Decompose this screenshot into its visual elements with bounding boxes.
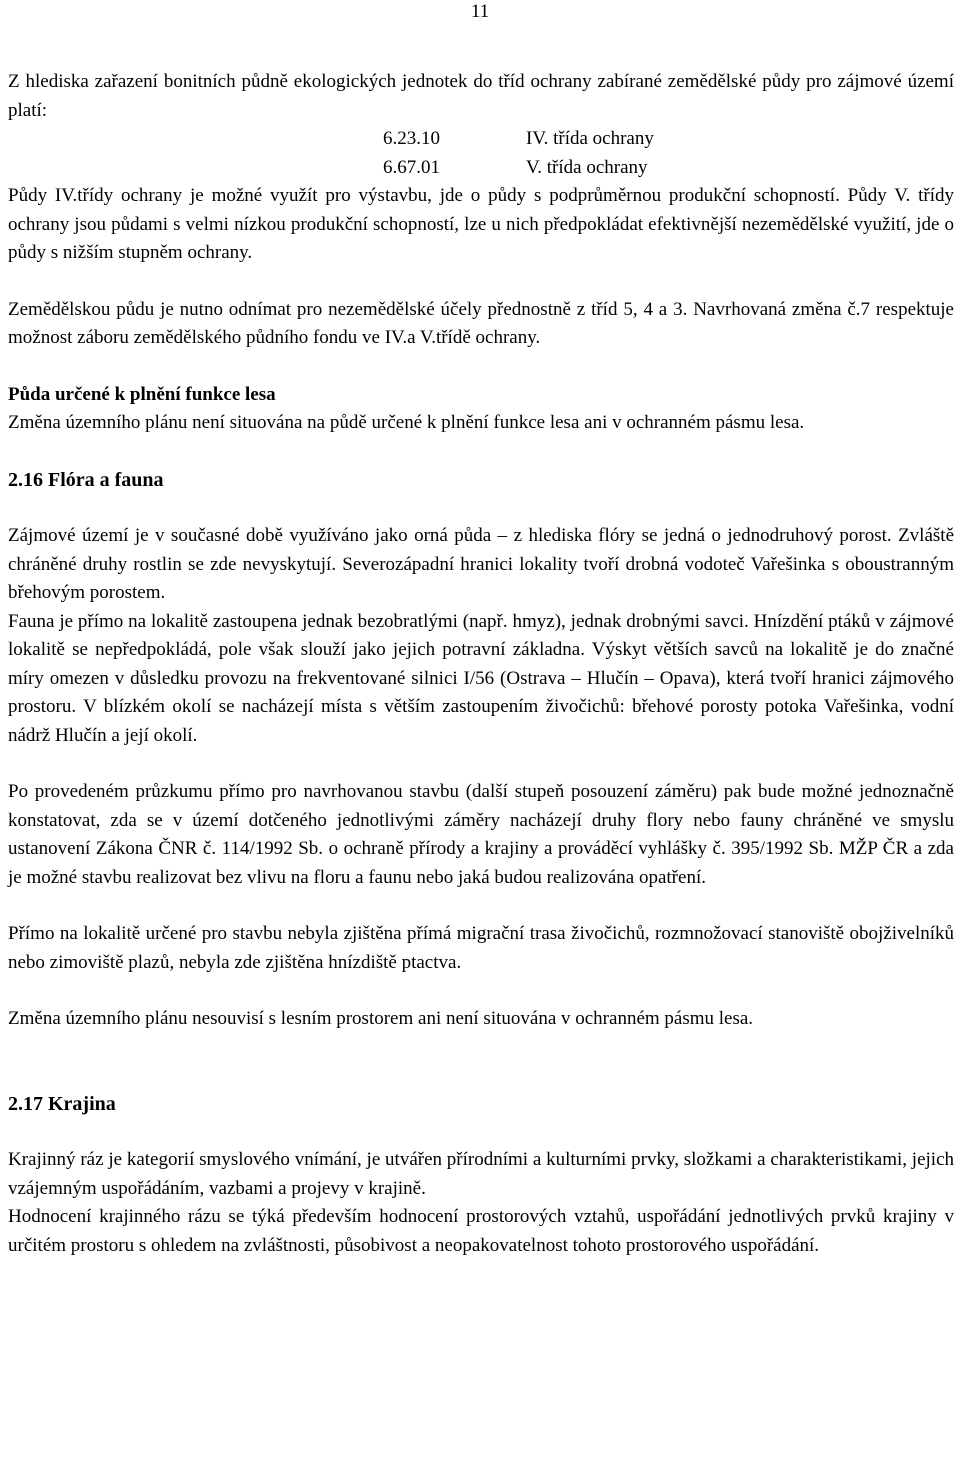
soil-classes-intro: Z hlediska zařazení bonitních půdně ekologických jednotek do tříd ochrany zabírané zemědělské půdy pro zájmové území platí: <box>8 71 954 121</box>
soil-class-label: V. třída ochrany <box>526 156 648 178</box>
landscape-paragraph: Krajinný ráz je kategorií smyslového vnímání, je utvářen přírodními a kulturními prvky, složkami a charakteristikami, jejich vzájemným uspořádáním, vazbami a projevy v krajině. <box>8 1149 954 1199</box>
soil-class-row <box>8 154 954 183</box>
page-number: 11 <box>470 1 490 22</box>
soil-class-row <box>8 125 954 154</box>
forest-land-paragraph: Změna územního plánu není situována na půdě určené k plnění funkce lesa ani v ochranném pásmu lesa. <box>8 412 805 433</box>
soil-withdrawal-paragraph: Zemědělskou půdu je nutno odnímat pro nezemědělské účely přednostně z tříd 5, 4 a 3. Navrhovaná změna č.7 respektuje možnost záboru zemědělského půdního fondu ve IV.a V.třídě ochrany. <box>8 298 954 348</box>
section-heading-landscape: 2.17 Krajina <box>8 1092 116 1115</box>
soil-classes-note: Půdy IV.třídy ochrany je možné využít pro výstavbu, jde o půdy s podprůměrnou produkční schopností. Půdy V. třídy ochrany jsou půdami s velmi nízkou produkční schopností, lze u nich předpokládat efektivnější nezemědělské využití, jde o půdy s nižším stupněm ochrany. <box>8 185 954 263</box>
fauna-paragraph: Fauna je přímo na lokalitě zastoupena jednak bezobratlými (např. hmyz), jednak drobnými savci. Hnízdění ptáků v zájmové lokalitě se nepředpokládá, pole však slouží jako jejich potravní základna. Výskyt větších savců na lokalitě je do značné míry omezen v důsledku provozu na frekventované silnici I/56 (Ostrava – Hlučín – Opava), která tvoří hranici zájmového prostoru. V blízkém okolí se nacházejí místa s větším zastoupením živočichů: břehové porosty potoka Vařešinka, vodní nádrž Hlučín a její okolí. <box>8 610 954 746</box>
document-body <box>8 68 954 1260</box>
soil-class-code: 6.67.01 <box>383 156 440 178</box>
forest-land-heading: Půda určené k plnění funkce lesa <box>8 383 276 405</box>
section-heading-flora-fauna: 2.16 Flóra a fauna <box>8 468 164 491</box>
forest-relation-paragraph: Změna územního plánu nesouvisí s lesním prostorem ani není situována v ochranném pásmu lesa. <box>8 1008 754 1029</box>
soil-class-label: IV. třída ochrany <box>526 128 654 149</box>
migration-paragraph: Přímo na lokalitě určené pro stavbu nebyla zjištěna přímá migrační trasa živočichů, rozmnožovací stanoviště obojživelníků nebo zimoviště plazů, nebyla zde zjištěna hnízdiště ptactva. <box>8 923 954 973</box>
soil-class-code: 6.23.10 <box>383 128 440 149</box>
survey-paragraph: Po provedeném průzkumu přímo pro navrhovanou stavbu (další stupeň posouzení záměru) pak bude možné jednoznačně konstatovat, zda se v území dotčeného jednotlivými záměry nacházejí druhy flory nebo fauny chráněné ve smyslu ustanovení Zákona ČNR č. 114/1992 Sb. o ochraně přírody a krajiny a prováděcí vyhlášky č. 395/1992 Sb. MŽP ČR a zda je možné stavbu realizovat bez vlivu na floru a faunu nebo jaká budou realizována opatření. <box>8 781 954 888</box>
flora-paragraph: Zájmové území je v současné době využíváno jako orná půda – z hlediska flóry se jedná o jednodruhový porost. Zvláště chráněné druhy rostlin se zde nevyskytují. Severozápadní hranici lokality tvoří drobná vodoteč Vařešinka s oboustranným břehovým porostem. <box>8 525 954 603</box>
landscape-assessment-paragraph: Hodnocení krajinného rázu se týká především hodnocení prostorových vztahů, uspořádání jednotlivých prvků krajiny v určitém prostoru s ohledem na zvláštnosti, působivost a neopakovatelnost tohoto prostorového uspořádání. <box>8 1206 954 1256</box>
